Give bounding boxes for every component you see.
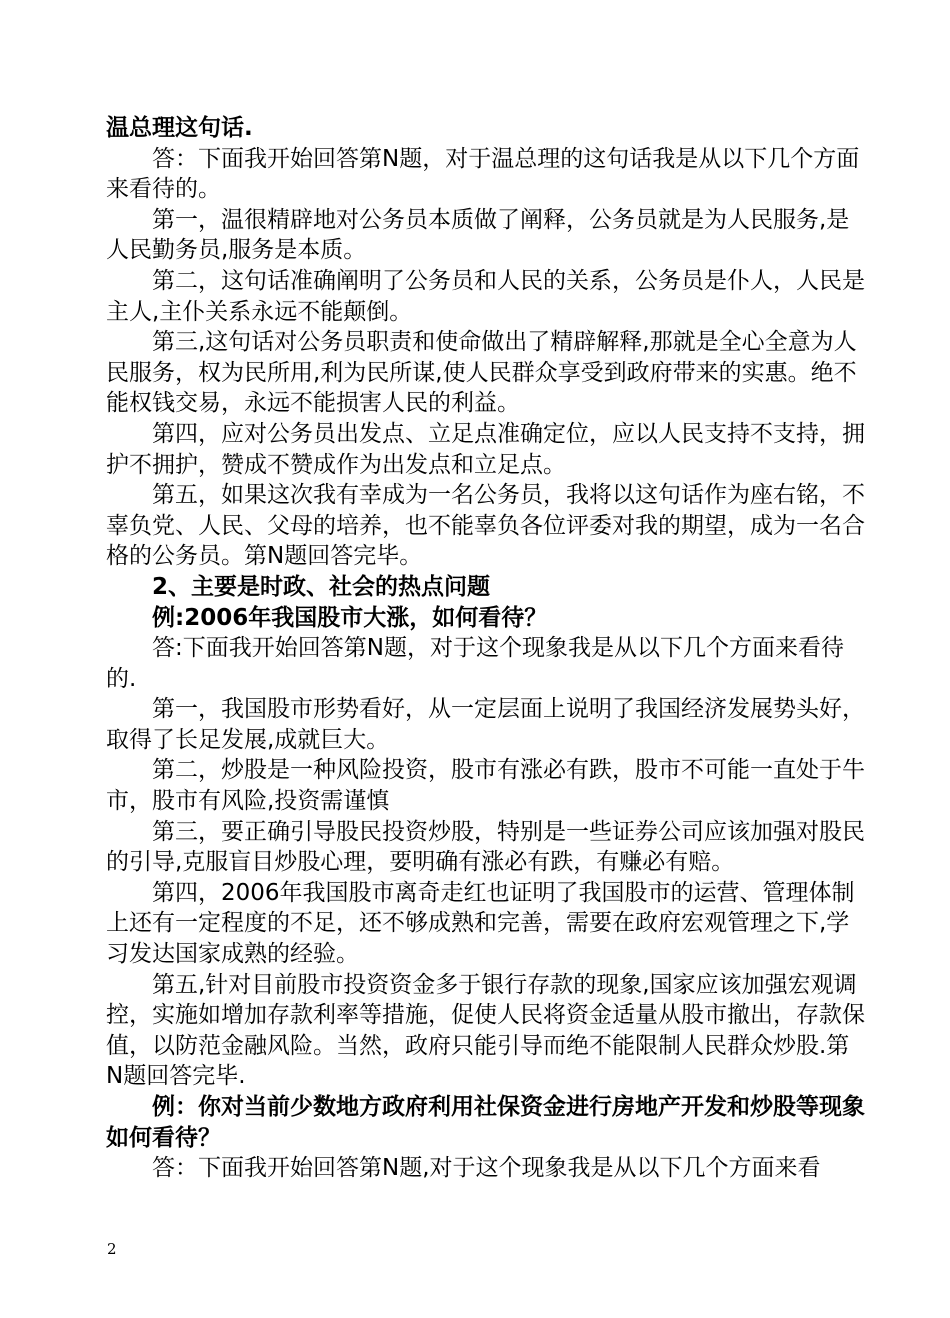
example-question: 例:2006年我国股市大涨，如何看待？: [152, 604, 548, 631]
paragraph: 温总理这句话.: [106, 115, 253, 141]
paragraph: 第四，2006年我国股市离奇走红也证明了我国股市的运营、管理体制上还有一定程度的不足，还不够成熟和完善，需要在政府宏观管理之下,学习发达国家成熟的经验。: [106, 879, 855, 968]
example-question: 例：你对当前少数地方政府利用社保资金进行房地产开发和炒股等现象如何看待？: [106, 1094, 865, 1151]
paragraph: 第一，温很精辟地对公务员本质做了阐释，公务员就是为人民服务,是人民勤务员,服务是本质。: [106, 206, 850, 264]
paragraph: 第二，炒股是一种风险投资，股市有涨必有跌，股市不可能一直处于牛市，股市有风险,投资需谨慎: [106, 757, 865, 815]
paragraph: 第四，应对公务员出发点、立足点准确定位，应以人民支持不支持，拥护不拥护，赞成不赞成作为出发点和立足点。: [106, 420, 865, 478]
paragraph: 第二，这句话准确阐明了公务员和人民的关系，公务员是仆人，人民是主人,主仆关系永远不能颠倒。: [106, 267, 865, 325]
paragraph: 第三，要正确引导股民投资炒股，特别是一些证券公司应该加强对股民的引导,克服盲目炒股心理，要明确有涨必有跌，有赚必有赔。: [106, 818, 865, 876]
section-heading: 2、主要是时政、社会的热点问题: [152, 573, 491, 600]
page-number: 2: [107, 1240, 117, 1258]
document-body: [106, 113, 866, 1184]
paragraph: 答:下面我开始回答第N题，对于这个现象我是从以下几个方面来看待的.: [106, 635, 844, 692]
paragraph: 答：下面我开始回答第N题,对于这个现象我是从以下几个方面来看: [152, 1155, 821, 1182]
paragraph: 第一，我国股市形势看好，从一定层面上说明了我国经济发展势头好，取得了长足发展,成就巨大。: [106, 696, 865, 753]
paragraph: 答：下面我开始回答第N题，对于温总理的这句话我是从以下几个方面来看待的。: [106, 145, 860, 203]
paragraph: 第五，如果这次我有幸成为一名公务员，我将以这句话作为座右铭，不辜负党、人民、父母的培养，也不能辜负各位评委对我的期望，成为一名合格的公务员。第N题回答完毕。: [106, 482, 865, 570]
paragraph: 第三,这句话对公务员职责和使命做出了精辟解释,那就是全心全意为人民服务，权为民所用,利为民所谋,使人民群众享受到政府带来的实惠。绝不能权钱交易，永远不能损害人民的利益。: [106, 329, 857, 417]
paragraph: 第五,针对目前股市投资资金多于银行存款的现象,国家应该加强宏观调控，实施如增加存款利率等措施，促使人民将资金适量从股市撤出，存款保值，以防范金融风险。当然，政府只能引导而绝不能限制人民群众炒股.第N题回答完毕.: [106, 971, 865, 1090]
